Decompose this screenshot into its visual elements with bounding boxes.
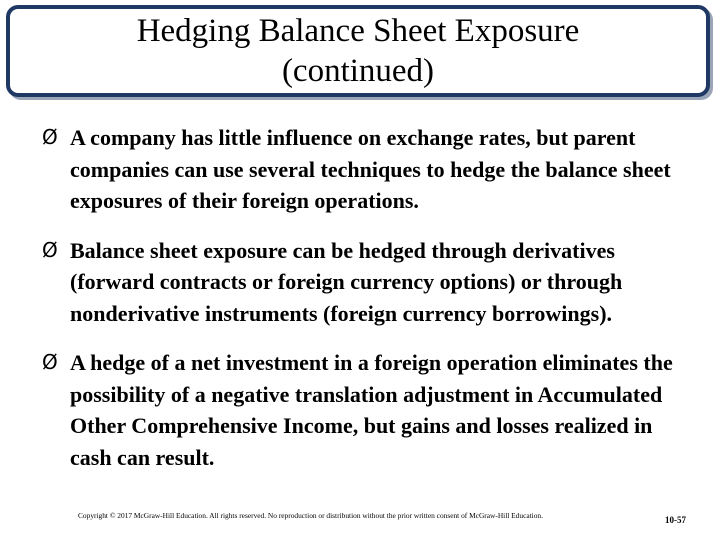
slide-title-line-1: Hedging Balance Sheet Exposure: [136, 13, 580, 49]
page-number: 10-57: [665, 515, 686, 525]
bullet-list: [44, 122, 694, 491]
arrow-bullet-icon: Ø: [42, 237, 58, 262]
bullet-item: [44, 347, 694, 473]
arrow-bullet-icon: Ø: [42, 125, 58, 149]
bullet-text: A hedge of a net investment in a foreign operation eliminates the possibility of a negative translation adjustment in Accumulated Other Comprehensive Income, but gains and losses realized in cash can result.: [70, 350, 673, 470]
bullet-item: [44, 235, 694, 330]
bullet-item: [44, 122, 694, 217]
arrow-bullet-icon: Ø: [42, 350, 58, 374]
bullet-text: Balance sheet exposure can be hedged through derivatives (forward contracts or foreign currency options) or through nonderivative instruments (foreign currency borrowings).: [70, 237, 623, 326]
bullet-text: A company has little influence on exchange rates, but parent companies can use several techniques to hedge the balance sheet exposures of their foreign operations.: [70, 125, 671, 213]
title-box: [6, 5, 710, 97]
copyright-footer: Copyright © 2017 McGraw-Hill Education. All rights reserved. No reproduction or distribution without the prior written consent of McGraw-Hill Education.: [78, 511, 543, 520]
slide-title-line-2: (continued): [281, 53, 435, 89]
